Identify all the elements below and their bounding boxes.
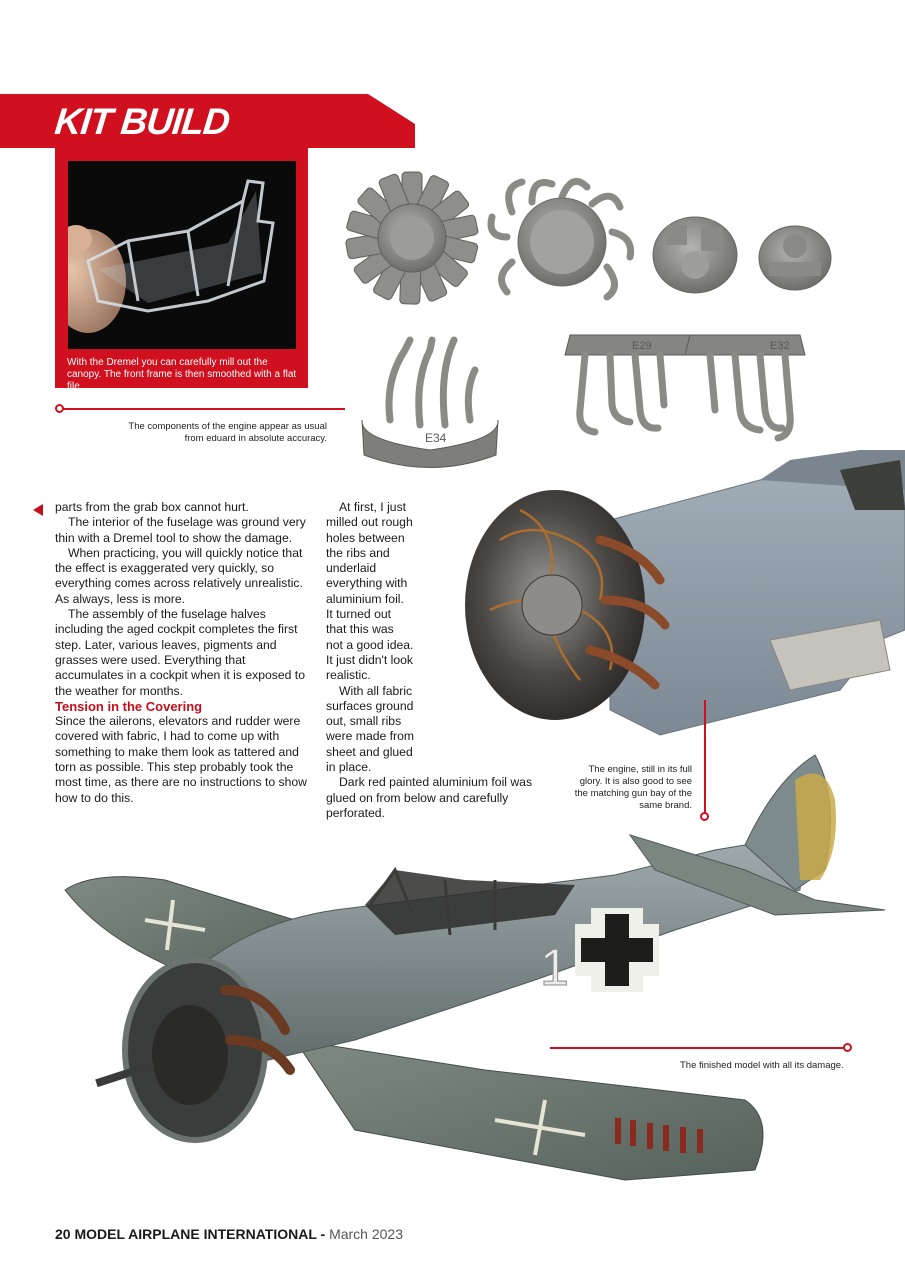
col1-paragraph: The assembly of the fuselage halves including the aged cockpit completes the first step. Later, various leaves, pigments and grasses were used. Everything that accumulates in a cockpit when it is exposed to the weather for months. [55, 607, 305, 698]
col2-paragraph: At first, I just milled out rough holes between the ribs and underlaid everything with aluminium foil. It turned out that this was not a good idea. It just didn't look realistic. [326, 500, 414, 683]
issue-date: March 2023 [329, 1226, 403, 1242]
col2-paragraph: Dark red painted aluminium foil was glued on from below and carefully perforated. [326, 775, 533, 820]
engine-parts-photo [330, 170, 905, 470]
engine-parts-leader-dot [55, 404, 64, 413]
finished-model-caption: The finished model with all its damage. [680, 1060, 844, 1071]
section-banner-title: KIT BUILD [52, 101, 232, 142]
page-number: 20 [55, 1226, 71, 1242]
col1-paragraph: parts from the grab box cannot hurt. [55, 500, 249, 514]
section-subheading: Tension in the Covering [55, 698, 203, 714]
page-footer [55, 1226, 403, 1242]
engine-parts-caption: The components of the engine appear as usual from eduard in absolute accuracy. [128, 421, 327, 444]
engine-ring-part-number: E34 [425, 431, 447, 445]
finished-model-leader [550, 1047, 845, 1049]
canopy-photo [68, 161, 296, 349]
col1-paragraph: Since the ailerons, elevators and rudder were covered with fabric, I had to come up with something to make them look as tattered and torn as possible. This step probably took the most time, as there are no instructions to show how to do this. [55, 714, 307, 805]
col1-paragraph: The interior of the fuselage was ground very thin with a Dremel tool to show the damage. [55, 515, 306, 545]
engine-installed-caption: The engine, still in its full glory. It is also good to see the matching gun bay of the same brand. [574, 764, 692, 811]
fuselage-number: 1 [540, 939, 569, 997]
engine-parts-leader [60, 408, 345, 410]
magazine-name: MODEL AIRPLANE INTERNATIONAL - [74, 1226, 326, 1242]
canopy-caption: With the Dremel you can carefully mill out the canopy. The front frame is then smoothed with a flat file. [67, 357, 297, 392]
finished-model-photo [55, 740, 905, 1210]
continue-arrow-icon [33, 504, 43, 516]
exhaust-part-number-1: E29 [632, 340, 652, 352]
col2-paragraph: With all fabric surfaces ground out, small ribs were made from sheet and glued in place. [326, 683, 415, 775]
exhaust-part-number-2: E32 [770, 340, 790, 352]
col1-paragraph: When practicing, you will quickly notice that the effect is exaggerated very quickly, so everything comes across relatively unrealistic. As always, less is more. [55, 545, 303, 606]
finished-model-leader-dot [843, 1043, 852, 1052]
